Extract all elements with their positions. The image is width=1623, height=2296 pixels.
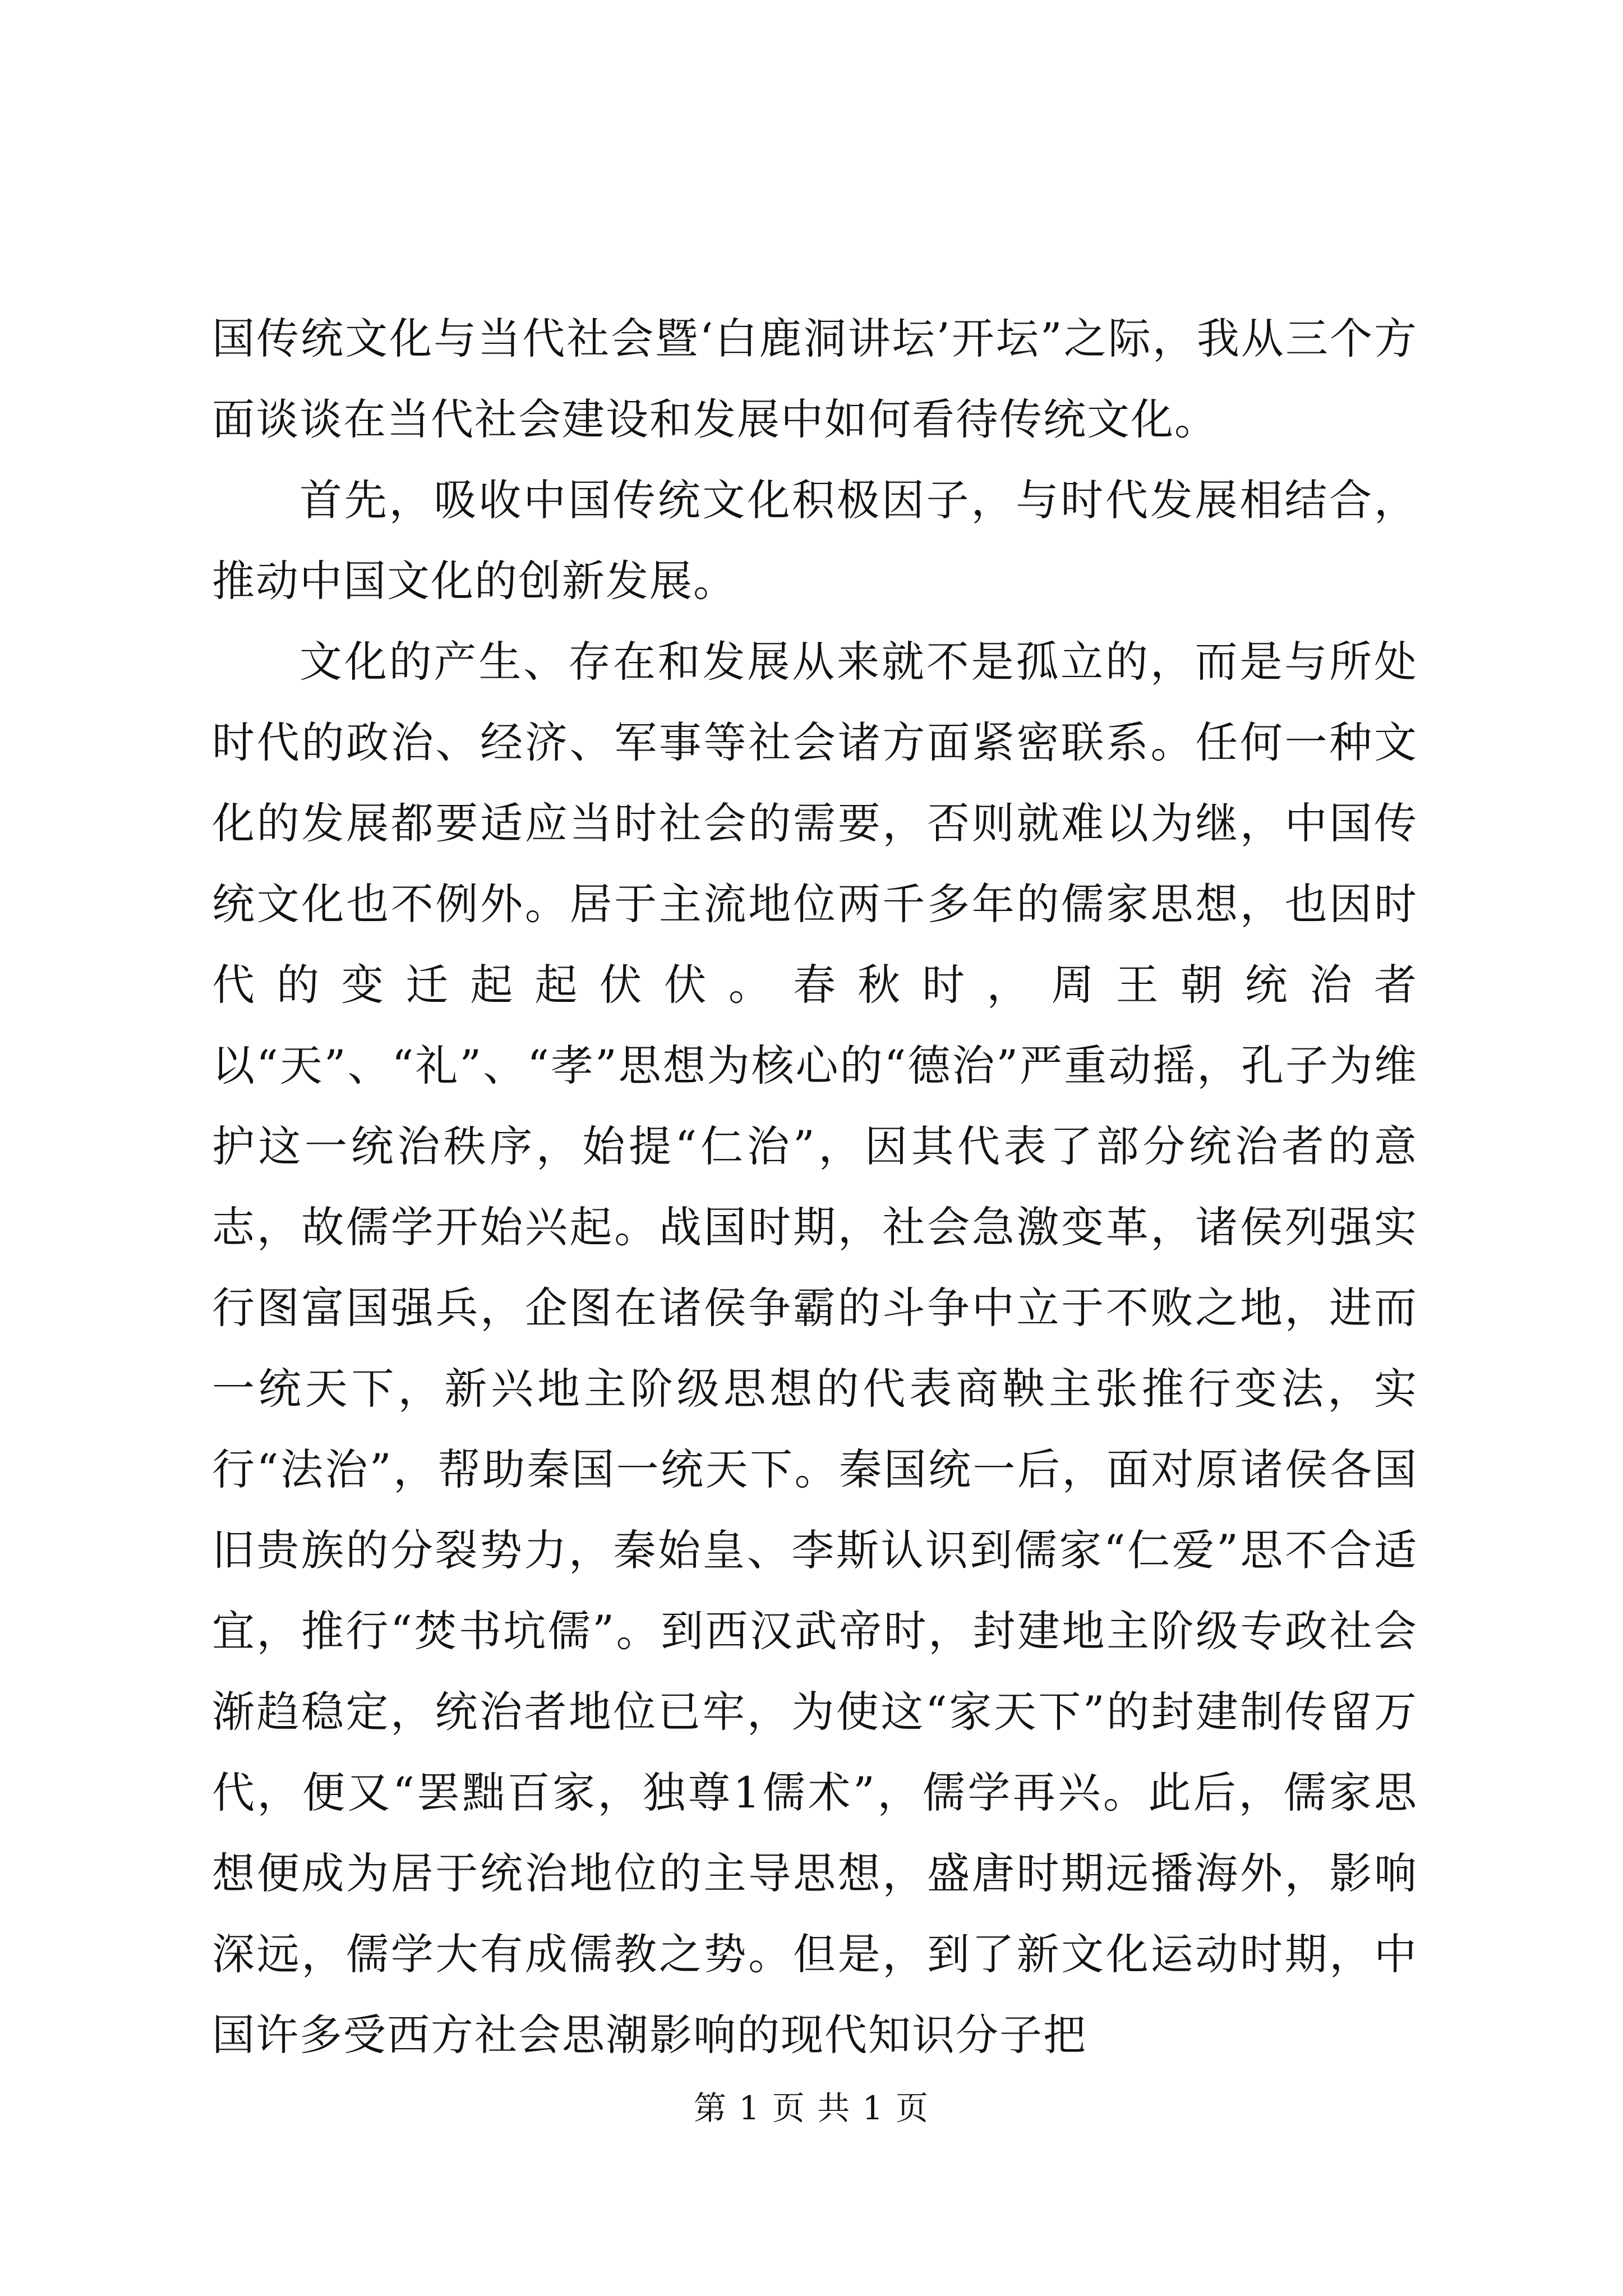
page-footer: 第 1 页 共 1 页 (694, 2089, 929, 2127)
paragraph-3: 文化的产生、存在和发展从来就不是孤立的，而是与所处时代的政治、经济、军事等社会诸方面紧密联系。任何一种文化的发展都要适应当时社会的需要，否则就难以为继，中国传统文化也不例外。居于主流地位两千多年的儒家思想，也因时代的变迁起起伏伏。春秋时，周王朝统治者以“天”、“礼”、“孝”思想为核心的“德治”严重动摇，孔子为维护这一统治秩序，始提“仁治”，因其代表了部分统治者的意志，故儒学开始兴起。战国时期，社会急激变革，诸侯列强实行图富国强兵，企图在诸侯争霸的斗争中立于不败之地，进而一统天下，新兴地主阶级思想的代表商鞅主张推行变法，实行“法治”，帮助秦国一统天下。秦国统一后，面对原诸侯各国旧贵族的分裂势力，秦始皇、李斯认识到儒家“仁爱”思不合适宜，推行“焚书坑儒”。到西汉武帝时，封建地主阶级专政社会渐趋稳定，统治者地位已牢，为使这“家天下”的封建制传留万代，便又“罢黜百家，独尊1儒术”，儒学再兴。此后，儒家思想便成为居于统治地位的主导思想，盛唐时期远播海外，影响深远，儒学大有成儒教之势。但是，到了新文化运动时期，中国许多受西方社会思潮影响的现代知识分子把 (212, 637, 1418, 2060)
document-body (212, 298, 1418, 2076)
paragraph-2: 首先，吸收中国传统文化积极因子，与时代发展相结合，推动中国文化的创新发展。 (212, 475, 1418, 606)
paragraph-1: 国传统文化与当代社会暨‘白鹿洞讲坛’开坛”之际，我从三个方面谈谈在当代社会建设和发展中如何看待传统文化。 (212, 314, 1418, 444)
